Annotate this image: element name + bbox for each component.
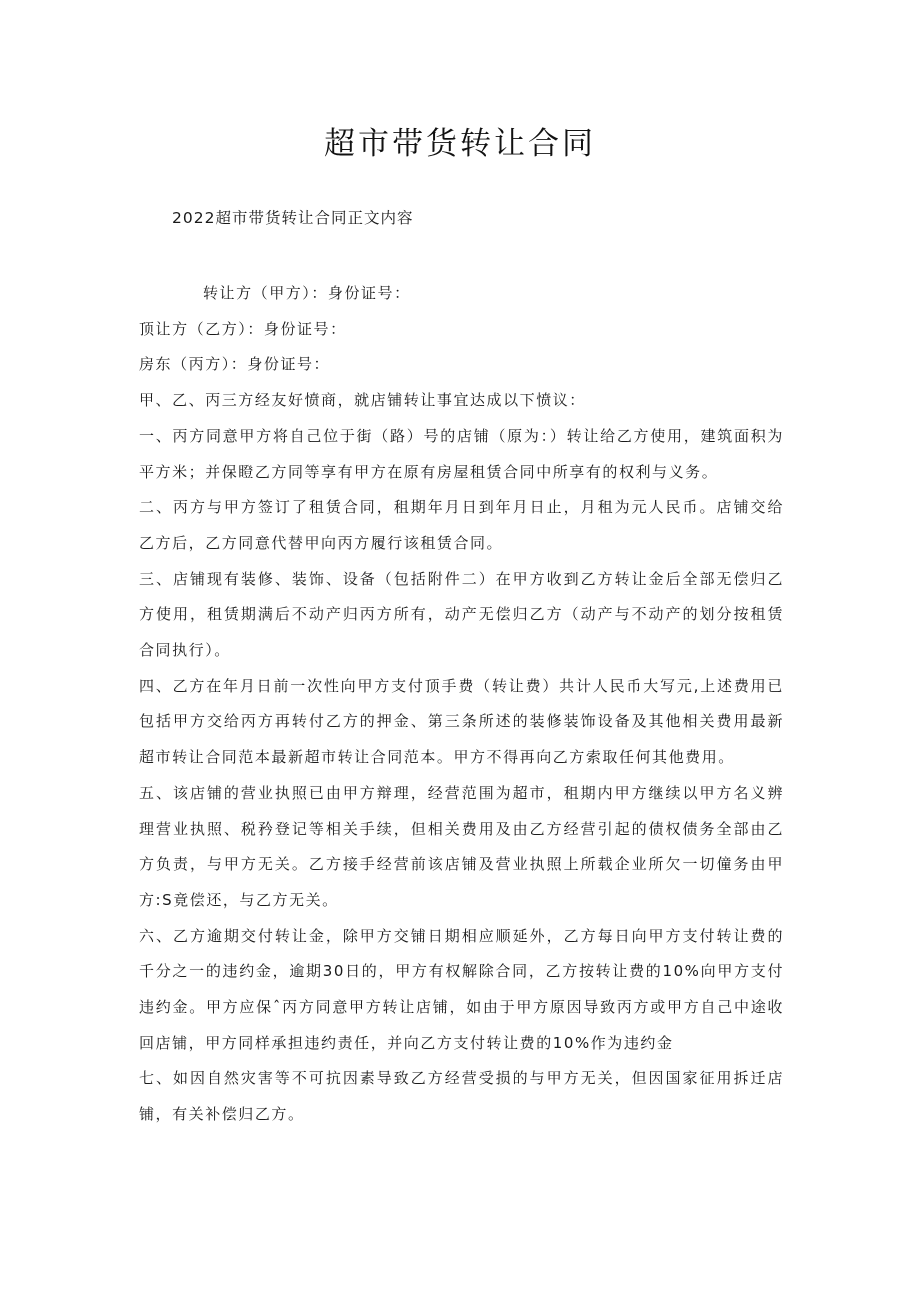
clause-6: 六、乙方逾期交付转让金，除甲方交铺日期相应顺延外，乙方每日向甲方支付转让费的千分之一的违约金，逾期30日的，甲方有权解除合同，乙方按转让费的10%向甲方支付违约金。甲方应保ˆ丙方同意甲方转让店铺，如由于甲方原因导致丙方或甲方自己中途收回店铺，甲方同样承担违约责任，并向乙方支付转让费的10%作为违约金 [139,926,784,1052]
clause-5: 五、该店铺的营业执照已由甲方辩理，经营范围为超市，租期内甲方继续以甲方名义辨理营业执照、税矜登记等相关手续，但相关费用及由乙方经营引起的债权债务全部由乙方负责，与甲方无关。乙方接手经营前该店铺及营业执照上所载企业所欠一切僮务由甲方:S竟偿还，与乙方无关。 [139,783,784,909]
clause-4: 四、乙方在年月日前一次性向甲方支付顶手费（转让费）共计人民币大写元,上述费用已包括甲方交给丙方再转付乙方的押金、第三条所述的装修装饰设备及其他相关费用最新超市转让合同范本最新超市转让合同范本。甲方不得再向乙方索取任何其他费用。 [139,676,784,767]
party-landlord-line: 房东（丙方）：身份证号： [139,355,331,374]
preamble-paragraph: 甲、乙、丙三方经友好愤商，就店铺转让事宜达成以下愤议： [139,391,586,410]
document-title: 超市带货转让合同 [324,126,596,162]
party-transferor-line: 转让方（甲方）：身份证号： [203,284,411,302]
document-subtitle: 2022超市带货转让合同正文内容 [172,209,414,227]
clause-2: 二、丙方与甲方签订了租赁合同，租期年月日到年月日止，月租为元人民币。店铺交给乙方后，乙方同意代替甲向丙方履行该租赁合同。 [139,498,784,552]
clause-1: 一、丙方同意甲方将自己位于街（路）号的店铺（原为：）转让给乙方使用，建筑面积为平方米；并保瞪乙方同等享有甲方在原有房屋租赁合同中所享有的权利与义务。 [139,426,784,481]
document-body [139,276,784,1133]
party-transferee-line: 顶让方（乙方）：身份证号： [139,319,347,338]
clause-3: 三、店铺现有装修、装饰、设备（包括附件二）在甲方收到乙方转让金后全部无偿归乙方使用，租赁期满后不动产归丙方所有，动产无偿归乙方（动产与不动产的划分按租赁合同执行）。 [139,569,784,660]
clause-7: 七、如因自然灾害等不可抗因素导致乙方经营受损的与甲方无关，但因国家征用拆迁店铺，有关补偿归乙方。 [139,1069,784,1124]
